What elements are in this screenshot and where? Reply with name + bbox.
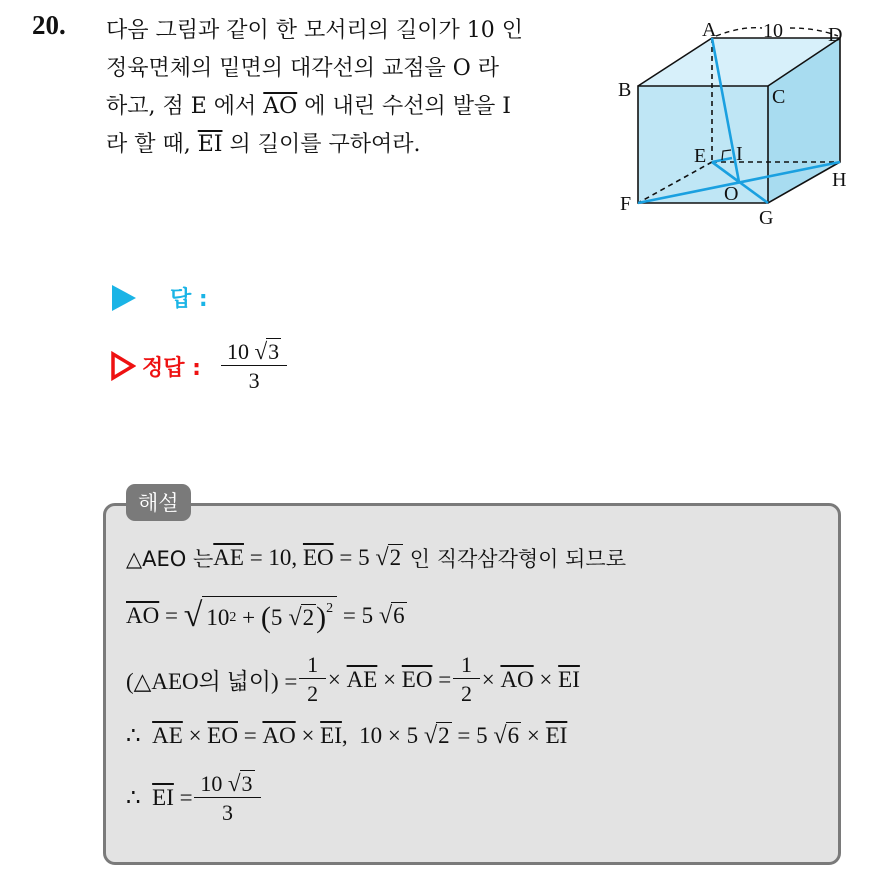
label-I: I bbox=[736, 143, 743, 165]
correct-answer-value: 10 √ 3 3 bbox=[225, 338, 283, 394]
question-line-3 bbox=[106, 88, 596, 126]
text-segment: = 5 bbox=[451, 723, 494, 748]
segment-EI: $\overline{EI}$ bbox=[152, 785, 174, 810]
label-A: A bbox=[702, 20, 717, 41]
label-E: E bbox=[694, 145, 707, 167]
numerator: 1 bbox=[307, 652, 319, 677]
text-segment: + bbox=[236, 605, 261, 630]
solution-line-3: (△AEO의 넓이) = $\frac{1}{2}$ × $\overline{AE}$ × $\overline{EO}$ = $\frac{1}{2}$ × $\overline{AO}$ × $\overline{EI}$ bbox=[126, 652, 580, 706]
text-segment: 의 길이를 구하여라. bbox=[222, 132, 421, 157]
label-B: B bbox=[618, 79, 632, 101]
solution-tab: 해설 bbox=[126, 484, 191, 521]
segment-EI: $\overline{EI}$ bbox=[197, 132, 223, 157]
label-H: H bbox=[832, 169, 847, 191]
radicand: 6 bbox=[507, 723, 520, 748]
correct-answer-row bbox=[110, 338, 283, 394]
denominator: 3 bbox=[221, 365, 287, 394]
label-edge-length: 10 bbox=[763, 20, 783, 42]
text-segment: = 5 bbox=[333, 545, 376, 570]
text-segment: = 5 bbox=[337, 602, 379, 628]
denominator: 2 bbox=[453, 678, 480, 707]
exponent-a: 2 bbox=[229, 610, 237, 625]
question-line-2: 정육면체의 밑면의 대각선의 교점을 O 라 bbox=[106, 56, 500, 81]
label-O: O bbox=[724, 183, 739, 205]
solution-line-4: ∴ $\overline{AE}$ × $\overline{EO}$ = $\overline{AO}$ × $\overline{EI}$ , 10 × 5 √ 2 = 5 √ 6 × $\overline{EI}$ bbox=[126, 722, 568, 749]
segment-EO: $\overline{EO}$ bbox=[207, 723, 238, 748]
answer-row bbox=[112, 282, 208, 313]
text-segment: 에 내린 수선의 발을 I bbox=[297, 94, 511, 119]
base-a: 10 bbox=[206, 605, 230, 630]
segment-AO: $\overline{AO}$ bbox=[262, 723, 296, 748]
segment-AO: $\overline{AO}$ bbox=[263, 94, 298, 119]
text-segment: = 10, bbox=[243, 545, 303, 570]
text-segment: = bbox=[159, 602, 184, 628]
radicand: 2 bbox=[302, 605, 315, 630]
correct-arrow-icon bbox=[110, 351, 136, 381]
fraction-half bbox=[303, 652, 322, 707]
solution-line-2 bbox=[126, 596, 407, 635]
numerator-root: 3 bbox=[241, 771, 253, 796]
solution-line-1 bbox=[126, 543, 626, 573]
segment-AE: $\overline{AE}$ bbox=[346, 666, 378, 692]
correct-answer-label: 정답 : bbox=[142, 355, 201, 381]
label-G: G bbox=[759, 207, 774, 229]
numerator-int: 10 bbox=[226, 339, 249, 364]
radicand: 6 bbox=[393, 602, 405, 628]
text-segment: 인 직각삼각형이 되므로 bbox=[403, 547, 626, 571]
text-segment: 라 할 때, bbox=[106, 132, 198, 157]
numerator: 1 bbox=[460, 652, 472, 677]
numerator-root: 3 bbox=[268, 339, 280, 364]
label-F: F bbox=[620, 193, 632, 215]
question-text bbox=[106, 12, 596, 164]
question-number: 20. bbox=[32, 10, 66, 40]
cube-figure bbox=[612, 20, 872, 235]
radicand: 2 bbox=[438, 723, 450, 748]
denominator: 2 bbox=[299, 678, 326, 707]
base-b: 5 bbox=[270, 605, 283, 630]
segment-EI: $\overline{EI}$ bbox=[545, 723, 568, 748]
fraction-result: 10 √ 3 3 bbox=[198, 770, 256, 826]
sqrt: √ 2 bbox=[375, 544, 402, 571]
segment-EO: $\overline{EO}$ bbox=[302, 545, 334, 570]
answer-arrow-icon bbox=[112, 285, 136, 311]
denominator: 3 bbox=[194, 797, 260, 826]
sqrt: √ 6 bbox=[378, 601, 405, 629]
segment-AE: $\overline{AE}$ bbox=[152, 723, 183, 748]
sqrt: √ 2 bbox=[423, 722, 450, 749]
segment-EI: $\overline{EI}$ bbox=[320, 723, 342, 748]
segment-EO: $\overline{EO}$ bbox=[401, 666, 433, 692]
text-segment: 하고, 점 E 에서 bbox=[106, 94, 264, 119]
therefore-symbol: ∴ bbox=[126, 785, 141, 810]
segment-EI: $\overline{EI}$ bbox=[558, 666, 580, 692]
text-segment: △AEO 는 bbox=[126, 547, 214, 571]
segment-AE: $\overline{AE}$ bbox=[213, 545, 244, 570]
exponent-b: 2 bbox=[326, 601, 334, 616]
radicand: 2 bbox=[389, 545, 402, 570]
segment-AO: $\overline{AO}$ bbox=[500, 666, 534, 692]
answer-label: 답 : bbox=[170, 287, 208, 312]
label-C: C bbox=[772, 86, 786, 108]
question-line-1: 다음 그림과 같이 한 모서리의 길이가 10 인 bbox=[106, 18, 523, 43]
fraction-half bbox=[457, 652, 476, 707]
solution-line-5: ∴ $\overline{EI}$ = 10 √ 3 3 bbox=[126, 770, 257, 826]
question-line-4 bbox=[106, 126, 596, 164]
text-segment: (△AEO의 넓이) = bbox=[126, 669, 304, 694]
therefore-symbol: ∴ bbox=[126, 723, 141, 748]
segment-AO: $\overline{AO}$ bbox=[126, 602, 160, 628]
label-D: D bbox=[828, 24, 843, 46]
text-segment: 10 × 5 bbox=[359, 723, 424, 748]
numerator-int: 10 bbox=[200, 771, 223, 796]
sqrt-big: √ 10 2 + ( 5 √ 2 ) $^2$ bbox=[184, 596, 337, 635]
sqrt: √ 6 bbox=[493, 722, 520, 749]
dimension-line-AD bbox=[716, 28, 762, 36]
